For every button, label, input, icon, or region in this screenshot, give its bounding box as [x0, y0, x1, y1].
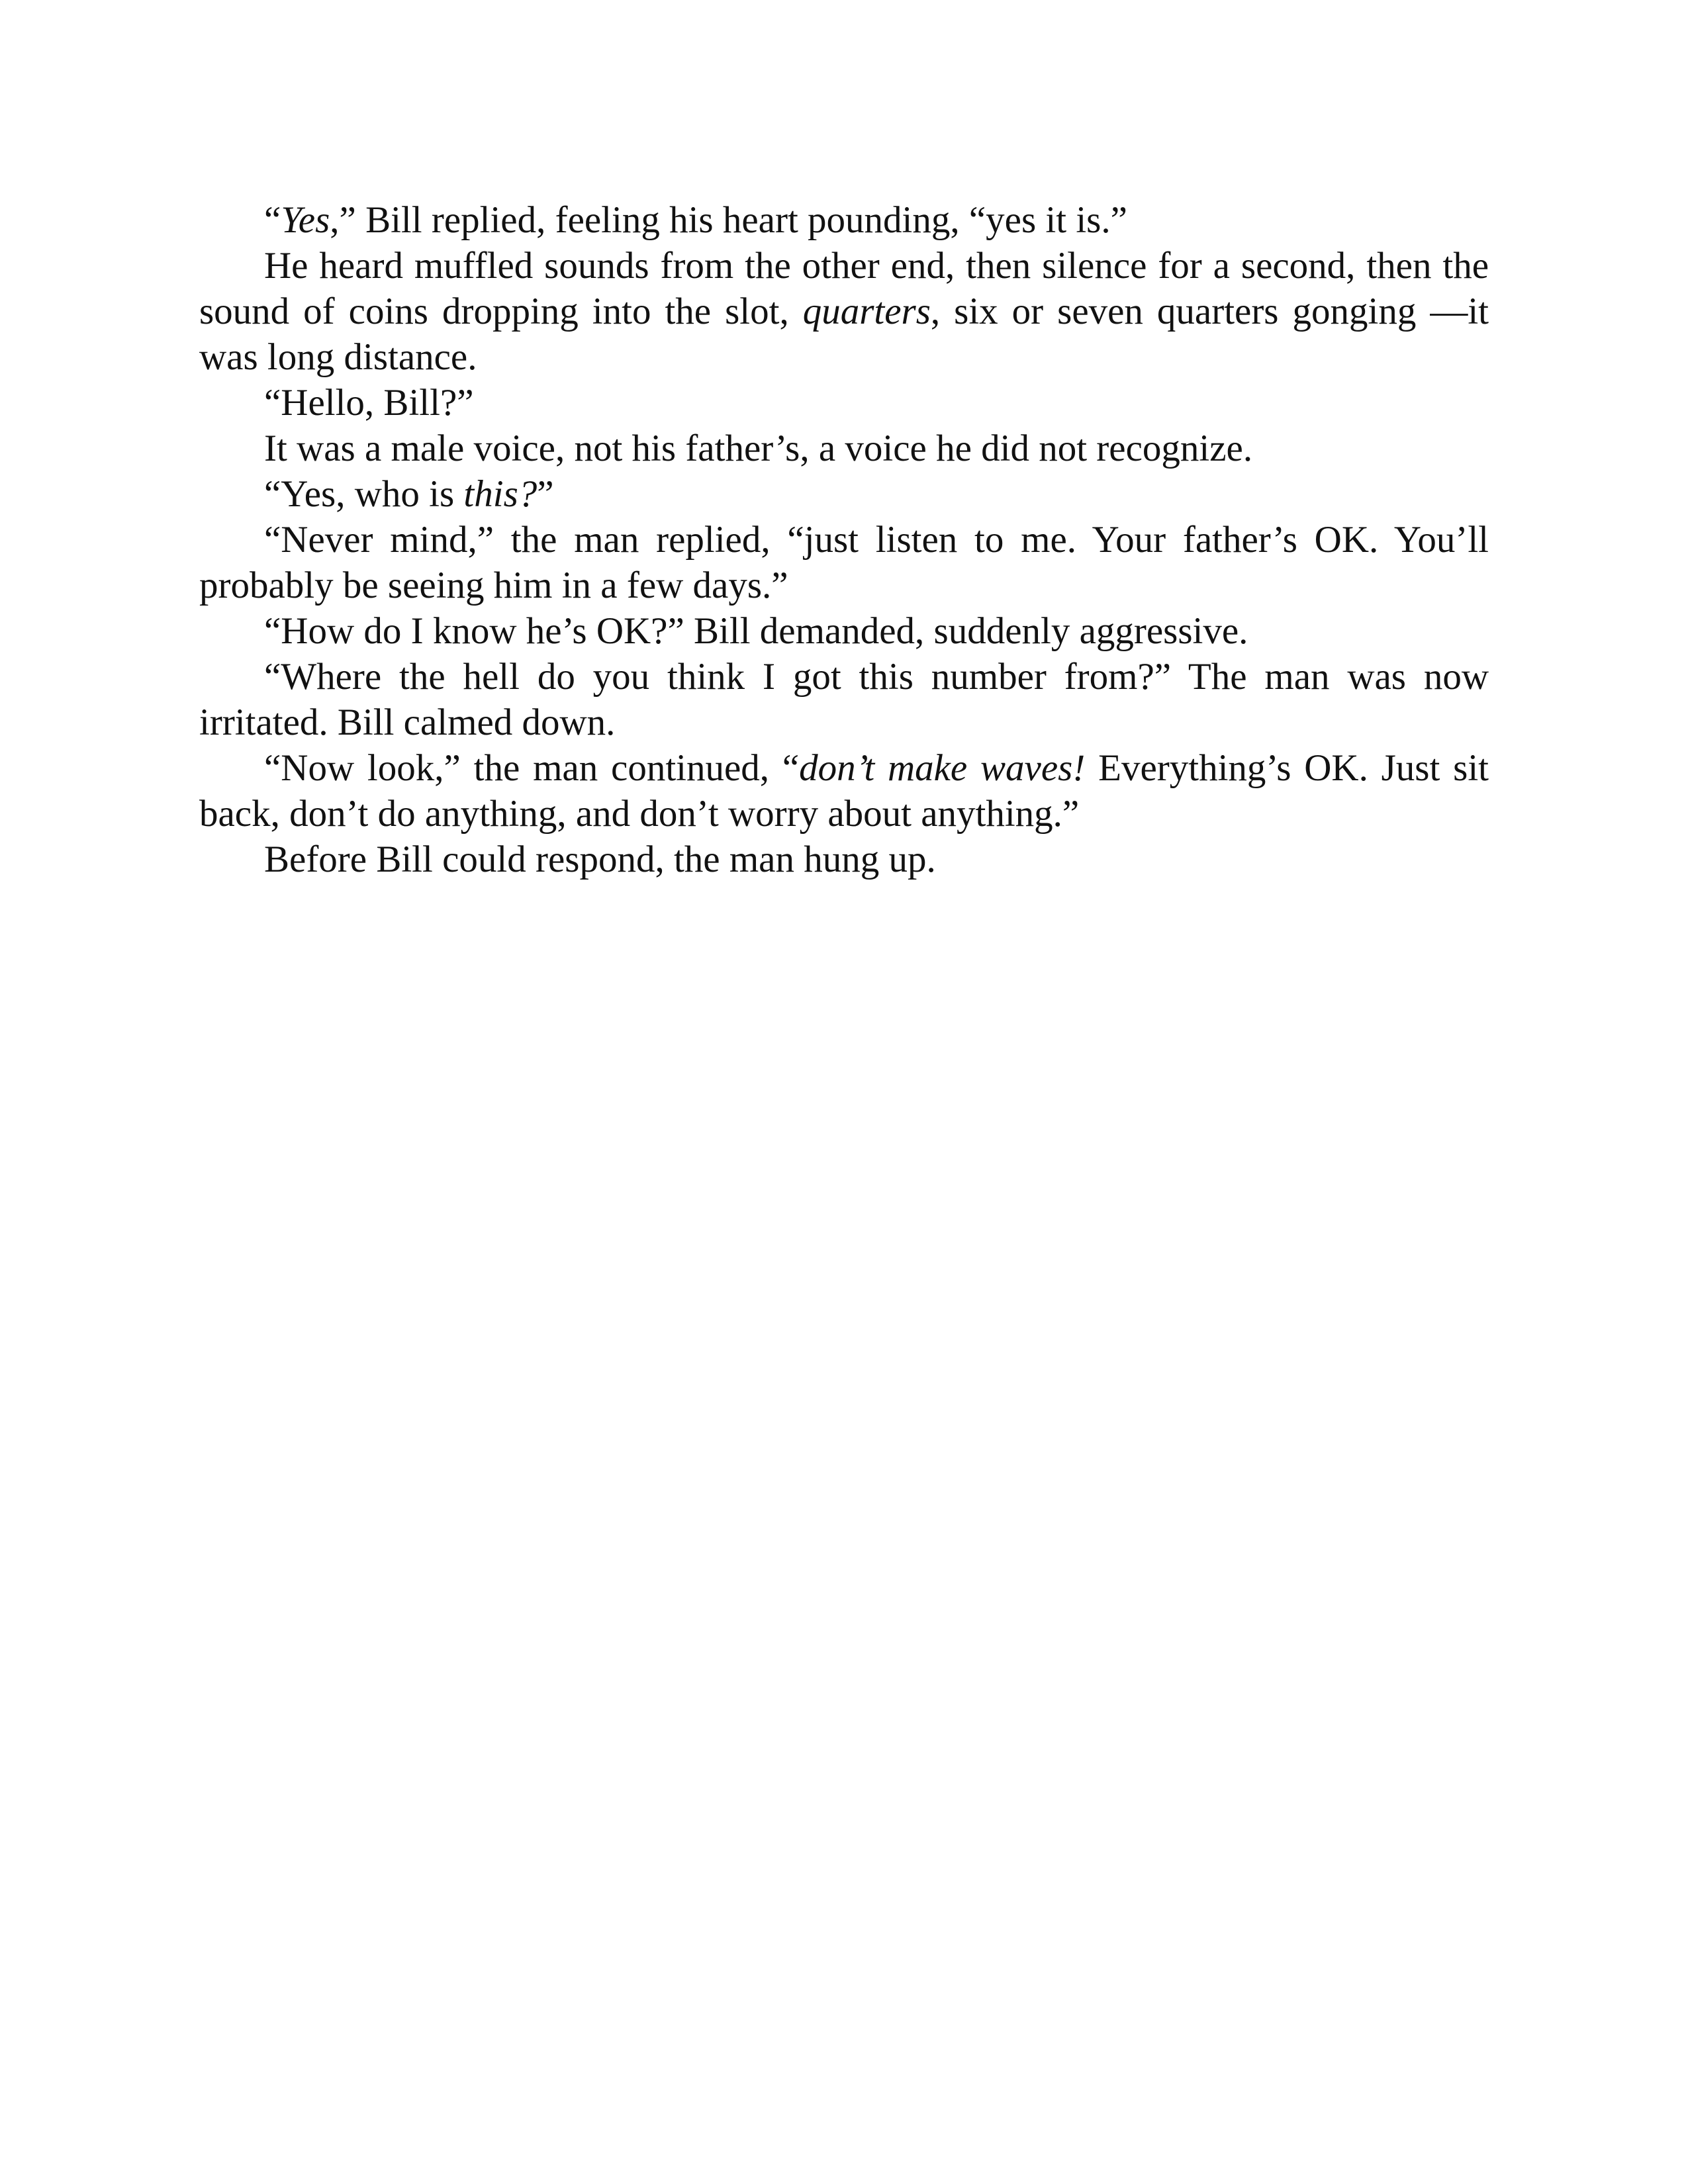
- text-run: “: [264, 199, 281, 241]
- text-run: “Where the hell do you think I got this number from?” The man was now irritated. Bill calmed down.: [199, 656, 1489, 743]
- paragraph: [199, 380, 1489, 426]
- paragraph: [199, 654, 1489, 745]
- text-run: “Yes, who is: [264, 473, 464, 515]
- paragraph: [199, 837, 1489, 882]
- italic-text-run: Yes: [281, 199, 330, 241]
- text-run: It was a male voice, not his father’s, a voice he did not recognize.: [264, 428, 1253, 469]
- paragraph: [199, 471, 1489, 517]
- paragraph: [199, 426, 1489, 471]
- text-run: Everything’s OK. Just sit back, don’t do anything, and don’t worry about anything.”: [199, 747, 1489, 835]
- text-run: “Never mind,” the man replied, “just listen to me. Your father’s OK. You’ll probably be seeing him in a few days.”: [199, 519, 1489, 606]
- italic-text-run: quarters: [802, 291, 931, 332]
- paragraph: [199, 745, 1489, 837]
- text-run: “How do I know he’s OK?” Bill demanded, suddenly aggressive.: [264, 610, 1248, 652]
- text-run: “Now look,” the man continued, “: [264, 747, 800, 789]
- text-run: Before Bill could respond, the man hung up.: [264, 839, 936, 880]
- paragraph: [199, 517, 1489, 608]
- paragraph: [199, 197, 1489, 243]
- italic-text-run: this?: [463, 473, 538, 515]
- text-run: ,” Bill replied, feeling his heart pounding, “yes it is.”: [330, 199, 1127, 241]
- paragraph: [199, 608, 1489, 654]
- body-text: [199, 197, 1489, 882]
- text-run: , six or seven quarters gonging —it was long distance.: [199, 291, 1489, 378]
- italic-text-run: don’t make waves!: [799, 747, 1086, 789]
- text-run: ”: [537, 473, 554, 515]
- text-run: He heard muffled sounds from the other end, then silence for a second, then the sound of coins dropping into the slot,: [199, 245, 1489, 332]
- paragraph: [199, 243, 1489, 380]
- text-run: “Hello, Bill?”: [264, 382, 474, 424]
